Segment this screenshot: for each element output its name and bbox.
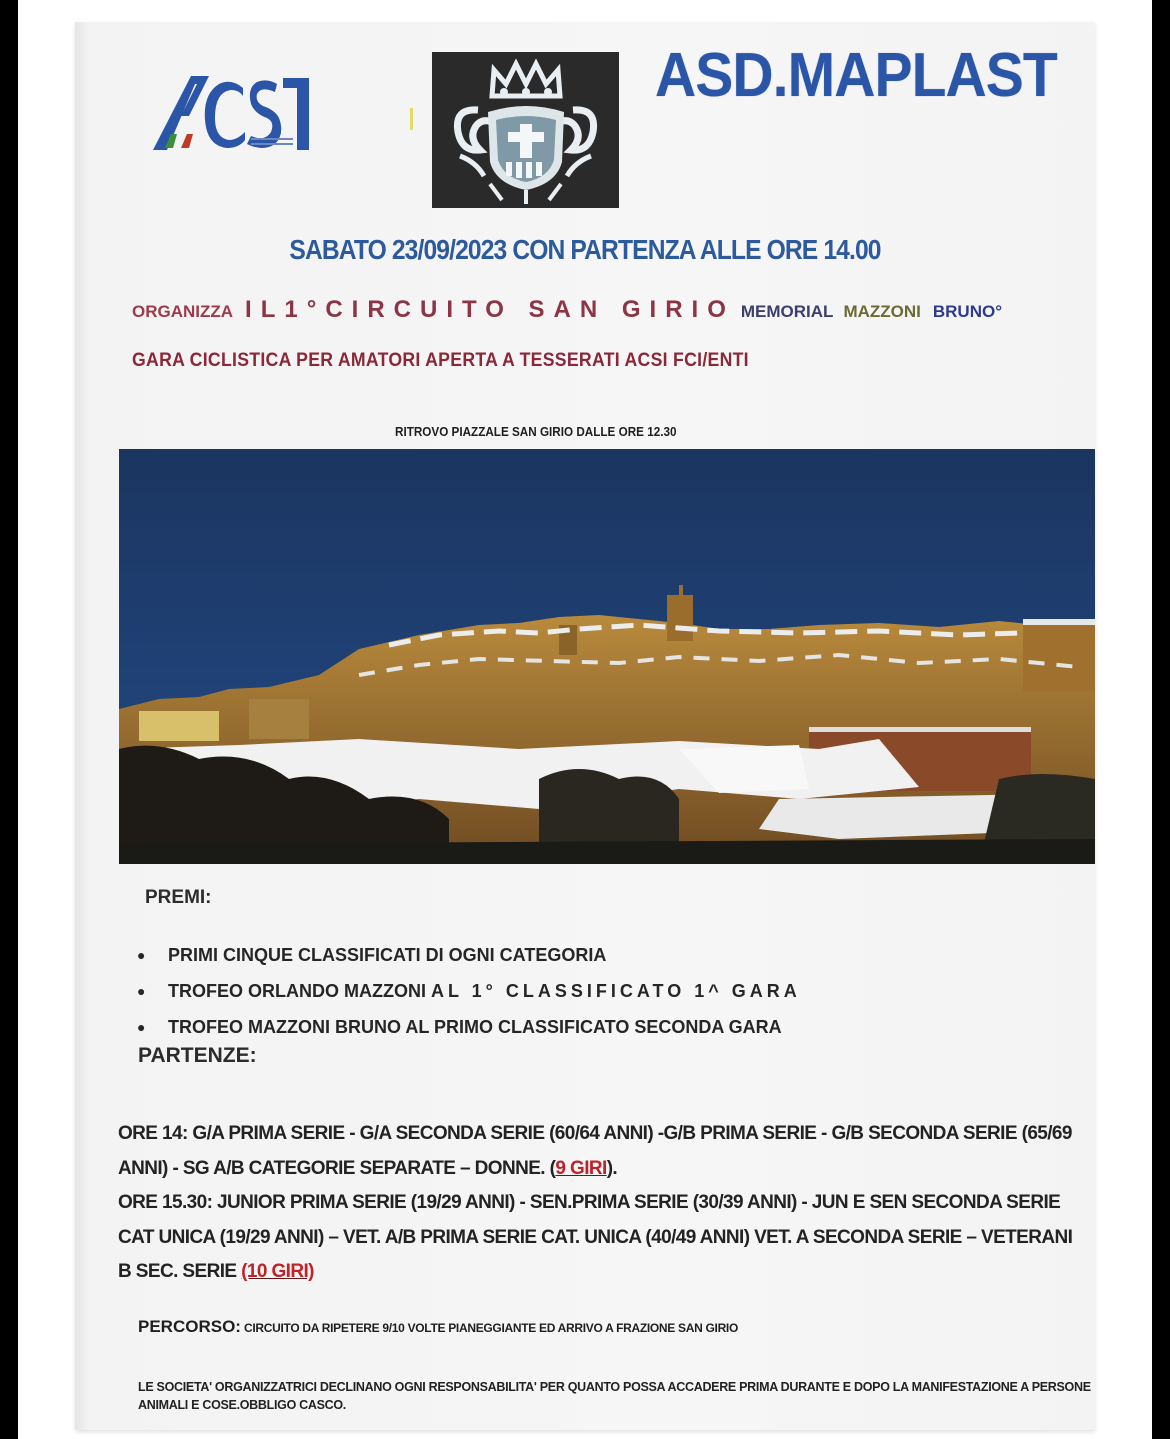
prize-item: ● TROFEO ORLANDO MAZZONI AL 1° CLASSIFICATO 1^ GARA	[137, 973, 801, 1009]
memorial-label: MEMORIAL	[740, 302, 834, 321]
prize-item: ● TROFEO MAZZONI BRUNO AL PRIMO CLASSIFICATO SECONDA GARA	[137, 1009, 801, 1045]
screen-edge-left	[0, 0, 18, 1439]
starts-schedule	[118, 1117, 1078, 1290]
acsi-logo	[151, 70, 311, 154]
meeting-point-line: RITROVO PIAZZALE SAN GIRIO DALLE ORE 12.30	[395, 424, 677, 439]
course-description: CIRCUITO DA RIPETERE 9/10 VOLTE PIANEGGIANTE ED ARRIVO A FRAZIONE SAN GIRIO	[240, 1321, 739, 1335]
first-start-block: ORE 14: G/A PRIMA SERIE - G/A SECONDA SERIE (60/64 ANNI) -G/B PRIMA SERIE - G/B SECONDA SERIE (65/69 ANNI) - SG A/B CATEGORIE SEPARATE – DONNE. (9 GIRI).	[118, 1123, 1072, 1179]
acsi-logo-icon	[151, 70, 311, 154]
first-start-laps: 9 GIRI	[555, 1157, 607, 1179]
organizer-line	[132, 296, 1002, 324]
bullet-icon: ●	[137, 1019, 146, 1035]
course-label: PERCORSO:	[138, 1317, 241, 1336]
organizza-label: ORGANIZZA	[132, 302, 234, 321]
memorial-surname: MAZZONI	[843, 302, 921, 321]
town-photo	[119, 449, 1095, 864]
snowy-town-image	[119, 449, 1095, 864]
san-girio-crest	[432, 52, 619, 208]
circuit-name: IL1°CIRCUITO SAN GIRIO	[245, 296, 735, 323]
coat-of-arms-icon	[432, 52, 619, 208]
divider-mark	[410, 108, 413, 130]
memorial-firstname: BRUNO°	[932, 302, 1003, 321]
prizes-list	[137, 937, 801, 1045]
event-date-line: SABATO 23/09/2023 CON PARTENZA ALLE ORE 14.00	[289, 234, 881, 265]
second-start-laps: (10 GIRI)	[241, 1261, 314, 1282]
organizer-title: ASD.MAPLAST	[655, 41, 1057, 110]
starts-title: PARTENZE:	[138, 1044, 257, 1067]
second-start-block: ORE 15.30: JUNIOR PRIMA SERIE (19/29 ANNI) - SEN.PRIMA SERIE (30/39 ANNI) - JUN E SEN SECONDA SERIE CAT UNICA (19/29 ANNI) – VET. A/B PRIMA SERIE CAT. UNICA (40/49 ANNI) VET. A SECONDA SERIE – VETERANI B SEC. SERIE (10 GIRI)	[118, 1192, 1073, 1282]
bullet-icon: ●	[137, 947, 146, 963]
race-type-line: GARA CICLISTICA PER AMATORI APERTA A TESSERATI ACSI FCI/ENTI	[132, 350, 749, 371]
bullet-icon: ●	[137, 983, 146, 999]
prize-item: ● PRIMI CINQUE CLASSIFICATI DI OGNI CATEGORIA	[137, 937, 801, 973]
liability-disclaimer: LE SOCIETA' ORGANIZZATRICI DECLINANO OGNI RESPONSABILITA' PER QUANTO POSSA ACCADERE PRIMA DURANTE E DOPO LA MANIFESTAZIONE A PERSONE ANIMALI E COSE.OBBLIGO CASCO.	[138, 1380, 1091, 1412]
event-poster	[75, 22, 1095, 1430]
screen-edge-right	[1152, 0, 1170, 1439]
course-line	[138, 1317, 738, 1337]
prizes-title: PREMI:	[145, 887, 212, 908]
